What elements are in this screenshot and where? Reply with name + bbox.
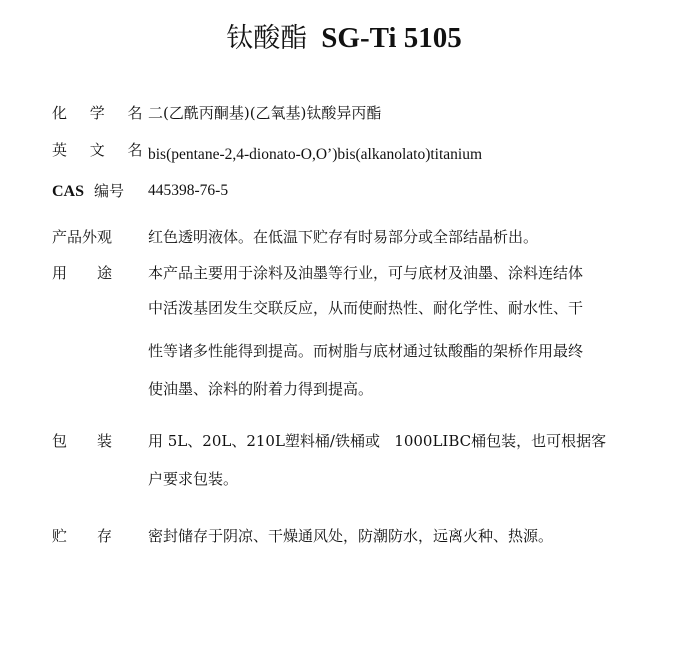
appearance-label: 产品外观 bbox=[52, 228, 113, 246]
title-chinese-name: 钛酸酯 bbox=[226, 23, 308, 54]
packaging-label bbox=[52, 431, 112, 451]
appearance-value: 红色透明液体。在低温下贮存有时易部分或全部结晶析出。 bbox=[148, 228, 539, 246]
usage-label-b: 途 bbox=[97, 264, 113, 282]
usage-label bbox=[52, 263, 112, 283]
storage-label-a: 贮 bbox=[52, 527, 68, 545]
usage-label-a: 用 bbox=[52, 264, 68, 282]
packaging-label-a: 包 bbox=[52, 432, 68, 450]
storage-label-b: 存 bbox=[97, 527, 113, 545]
cas-label-bold: CAS bbox=[52, 183, 85, 200]
chem-name-value: 二(乙酰丙酮基)(乙氧基)钛酸异丙酯 bbox=[148, 104, 382, 122]
cas-label-text: 编号 bbox=[94, 182, 125, 200]
usage-line: 中活泼基团发生交联反应，从而使耐热性、耐化学性、耐水性、干 bbox=[148, 299, 584, 317]
english-name-value: bis(pentane-2,4-dionato-O,O’)bis(alkanolato)titanium bbox=[148, 146, 483, 163]
usage-line: 本产品主要用于涂料及油墨等行业，可与底材及油墨、涂料连结体 bbox=[148, 264, 584, 282]
packaging-line: 用 5L、20L、210L塑料桶/铁桶或 1000LIBC桶包装，也可根据客 bbox=[148, 432, 607, 450]
english-name-label: 英 文 名 bbox=[52, 141, 152, 159]
usage-line: 性等诸多性能得到提高。而树脂与底材通过钛酸酯的架桥作用最终 bbox=[148, 342, 584, 360]
storage-label bbox=[52, 526, 112, 546]
cas-label bbox=[52, 181, 124, 202]
packaging-label-b: 装 bbox=[97, 432, 113, 450]
title-product-code: SG-Ti 5105 bbox=[321, 22, 462, 54]
usage-line: 使油墨、涂料的附着力得到提高。 bbox=[148, 380, 374, 398]
cas-value: 445398-76-5 bbox=[148, 182, 229, 199]
chem-name-label: 化 学 名 bbox=[52, 104, 152, 122]
storage-value: 密封储存于阴凉、干燥通风处，防潮防水，远离火种、热源。 bbox=[148, 527, 554, 545]
document-title bbox=[0, 18, 688, 59]
packaging-line: 户要求包装。 bbox=[148, 470, 239, 488]
